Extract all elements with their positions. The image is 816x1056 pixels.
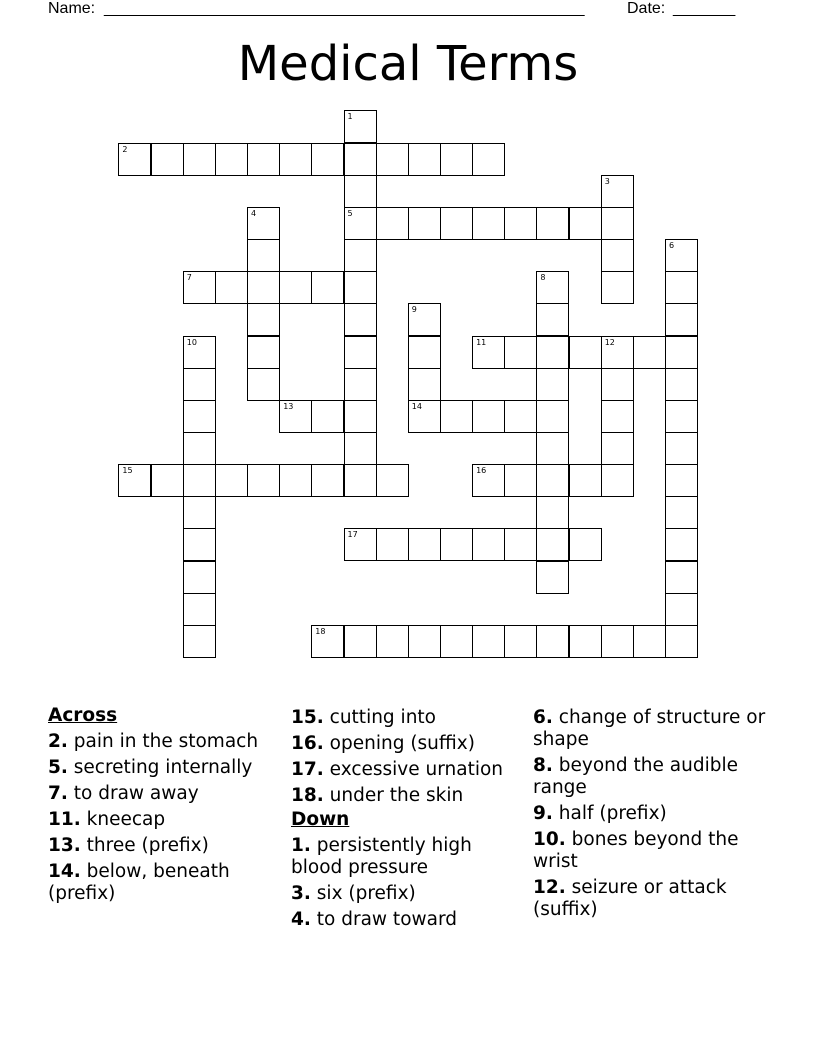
grid-cell[interactable] <box>344 143 377 176</box>
grid-cell[interactable] <box>247 336 280 369</box>
grid-cell[interactable] <box>536 271 569 304</box>
grid-cell[interactable] <box>311 464 344 497</box>
grid-cell[interactable] <box>311 143 344 176</box>
clue-number: 18. <box>291 785 324 806</box>
clue-text: persistently high blood pressure <box>291 835 472 878</box>
grid-cell[interactable] <box>665 336 698 369</box>
cell-number: 12 <box>604 337 615 347</box>
grid-cell[interactable] <box>183 271 216 304</box>
clue-number: 14. <box>48 861 81 882</box>
clue-number: 16. <box>291 733 324 754</box>
clue-number: 6. <box>533 707 553 728</box>
grid-cell[interactable] <box>665 593 698 626</box>
grid-cell[interactable] <box>344 303 377 336</box>
clue-item <box>291 909 527 931</box>
grid-cell[interactable] <box>408 207 441 240</box>
clue-text: six (prefix) <box>310 883 416 904</box>
grid-cell[interactable] <box>440 207 473 240</box>
name-blank-line[interactable]: ______________________________________________________ <box>104 0 585 17</box>
clue-number: 7. <box>48 783 68 804</box>
grid-cell[interactable] <box>665 303 698 336</box>
grid-cell[interactable] <box>376 143 409 176</box>
grid-cell[interactable] <box>665 464 698 497</box>
grid-cell[interactable] <box>279 400 312 433</box>
grid-cell[interactable] <box>344 400 377 433</box>
grid-cell[interactable] <box>536 561 569 594</box>
clue-number: 10. <box>533 829 566 850</box>
clue-text: below, beneath (prefix) <box>48 861 230 904</box>
grid-cell[interactable] <box>183 368 216 401</box>
clue-text: seizure or attack (suffix) <box>533 877 727 920</box>
grid-cell[interactable] <box>472 464 505 497</box>
grid-cell[interactable] <box>601 432 634 465</box>
grid-cell[interactable] <box>311 271 344 304</box>
clue-item <box>291 733 527 755</box>
cell-number: 9 <box>411 305 417 315</box>
grid-cell[interactable] <box>601 336 634 369</box>
clue-item <box>48 731 284 753</box>
clue-number: 9. <box>533 803 553 824</box>
clue-text: change of structure or shape <box>533 707 766 750</box>
grid-cell[interactable] <box>440 400 473 433</box>
grid-cell[interactable] <box>569 336 602 369</box>
clue-item <box>291 759 527 781</box>
grid-cell[interactable] <box>665 400 698 433</box>
clue-text: bones beyond the wrist <box>533 829 739 872</box>
grid-cell[interactable] <box>440 528 473 561</box>
clue-item <box>533 755 773 799</box>
clue-text: secreting internally <box>67 757 253 778</box>
clue-number: 11. <box>48 809 81 830</box>
cell-number: 15 <box>122 466 133 476</box>
grid-cell[interactable] <box>247 207 280 240</box>
page-title: Medical Terms <box>237 36 579 92</box>
grid-cell[interactable] <box>408 368 441 401</box>
cell-number: 2 <box>122 144 128 154</box>
grid-cell[interactable] <box>504 528 537 561</box>
grid-cell[interactable] <box>408 143 441 176</box>
grid-cell[interactable] <box>408 625 441 658</box>
grid-cell[interactable] <box>344 368 377 401</box>
clue-item <box>48 861 284 905</box>
grid-cell[interactable] <box>151 143 184 176</box>
clue-number: 8. <box>533 755 553 776</box>
clue-item <box>533 829 773 873</box>
clue-number: 15. <box>291 707 324 728</box>
grid-cell[interactable] <box>215 271 248 304</box>
grid-cell[interactable] <box>569 464 602 497</box>
grid-cell[interactable] <box>247 143 280 176</box>
grid-cell[interactable] <box>344 175 377 208</box>
clue-item <box>291 785 527 807</box>
clue-text: three (prefix) <box>80 835 209 856</box>
cell-number: 8 <box>540 273 546 283</box>
grid-cell[interactable] <box>472 207 505 240</box>
grid-cell[interactable] <box>601 239 634 272</box>
grid-cell[interactable] <box>408 400 441 433</box>
cell-number: 18 <box>315 626 326 636</box>
cell-number: 4 <box>251 208 257 218</box>
clue-text: beyond the audible range <box>533 755 738 798</box>
clue-number: 5. <box>48 757 68 778</box>
grid-cell[interactable] <box>376 528 409 561</box>
grid-cell[interactable] <box>279 143 312 176</box>
grid-cell[interactable] <box>408 303 441 336</box>
clue-number: 12. <box>533 877 566 898</box>
grid-cell[interactable] <box>344 207 377 240</box>
grid-cell[interactable] <box>344 239 377 272</box>
grid-cell[interactable] <box>183 336 216 369</box>
grid-cell[interactable] <box>633 336 666 369</box>
grid-cell[interactable] <box>601 271 634 304</box>
clue-column-1 <box>48 703 284 905</box>
grid-cell[interactable] <box>344 432 377 465</box>
grid-cell[interactable] <box>472 625 505 658</box>
clue-text: excessive urnation <box>323 759 504 780</box>
grid-cell[interactable] <box>601 207 634 240</box>
grid-cell[interactable] <box>536 625 569 658</box>
grid-cell[interactable] <box>279 271 312 304</box>
clue-text: opening (suffix) <box>323 733 475 754</box>
date-blank-line[interactable]: _______ <box>673 0 736 17</box>
clue-item <box>48 809 284 831</box>
clue-text: half (prefix) <box>552 803 667 824</box>
grid-cell[interactable] <box>633 625 666 658</box>
clue-item <box>48 757 284 779</box>
grid-cell[interactable] <box>183 432 216 465</box>
clue-item <box>48 783 284 805</box>
grid-cell[interactable] <box>504 625 537 658</box>
grid-cell[interactable] <box>536 528 569 561</box>
clue-text: pain in the stomach <box>67 731 259 752</box>
clue-text: to draw away <box>67 783 199 804</box>
grid-cell[interactable] <box>344 528 377 561</box>
cell-number: 17 <box>347 530 358 540</box>
grid-cell[interactable] <box>279 464 312 497</box>
grid-cell[interactable] <box>601 368 634 401</box>
clue-section-heading: Across <box>48 705 118 726</box>
cell-number: 11 <box>476 337 487 347</box>
grid-cell[interactable] <box>665 625 698 658</box>
grid-cell[interactable] <box>408 528 441 561</box>
grid-cell[interactable] <box>311 625 344 658</box>
grid-cell[interactable] <box>183 496 216 529</box>
grid-cell[interactable] <box>247 239 280 272</box>
cell-number: 10 <box>186 337 197 347</box>
clue-column-3 <box>533 703 773 921</box>
grid-cell[interactable] <box>215 464 248 497</box>
clue-number: 2. <box>48 731 68 752</box>
clue-item <box>533 707 773 751</box>
clue-item <box>533 877 773 921</box>
grid-cell[interactable] <box>344 625 377 658</box>
grid-cell[interactable] <box>504 207 537 240</box>
grid-cell[interactable] <box>504 400 537 433</box>
grid-cell[interactable] <box>601 175 634 208</box>
grid-cell[interactable] <box>118 143 151 176</box>
grid-cell[interactable] <box>665 368 698 401</box>
grid-cell[interactable] <box>376 625 409 658</box>
grid-cell[interactable] <box>344 271 377 304</box>
clue-item <box>291 707 527 729</box>
clue-number: 1. <box>291 835 311 856</box>
clue-number: 17. <box>291 759 324 780</box>
grid-cell[interactable] <box>183 625 216 658</box>
grid-cell[interactable] <box>344 336 377 369</box>
cell-number: 16 <box>476 466 487 476</box>
grid-cell[interactable] <box>183 143 216 176</box>
grid-cell[interactable] <box>536 464 569 497</box>
clue-text: to draw toward <box>310 909 458 930</box>
grid-cell[interactable] <box>472 528 505 561</box>
grid-cell[interactable] <box>665 432 698 465</box>
grid-cell[interactable] <box>536 336 569 369</box>
grid-cell[interactable] <box>311 400 344 433</box>
grid-cell[interactable] <box>376 207 409 240</box>
grid-cell[interactable] <box>536 432 569 465</box>
grid-cell[interactable] <box>569 625 602 658</box>
grid-cell[interactable] <box>183 528 216 561</box>
grid-cell[interactable] <box>536 303 569 336</box>
clue-item <box>291 835 527 879</box>
grid-cell[interactable] <box>665 271 698 304</box>
cell-number: 7 <box>186 273 192 283</box>
grid-cell[interactable] <box>601 625 634 658</box>
cell-number: 3 <box>604 176 610 186</box>
clue-section-heading: Down <box>291 809 350 830</box>
grid-cell[interactable] <box>601 464 634 497</box>
grid-cell[interactable] <box>536 207 569 240</box>
grid-cell[interactable] <box>215 143 248 176</box>
clue-item <box>291 883 527 905</box>
grid-cell[interactable] <box>569 528 602 561</box>
date-label: Date: <box>627 0 666 17</box>
grid-cell[interactable] <box>665 496 698 529</box>
grid-cell[interactable] <box>472 336 505 369</box>
grid-cell[interactable] <box>504 464 537 497</box>
clue-item <box>48 835 284 857</box>
grid-cell[interactable] <box>472 143 505 176</box>
clue-number: 13. <box>48 835 81 856</box>
cell-number: 1 <box>347 112 353 122</box>
clue-text: under the skin <box>323 785 464 806</box>
grid-cell[interactable] <box>247 464 280 497</box>
cell-number: 5 <box>347 208 353 218</box>
grid-cell[interactable] <box>440 143 473 176</box>
clue-item <box>533 803 773 825</box>
cell-number: 13 <box>283 401 294 411</box>
grid-cell[interactable] <box>247 271 280 304</box>
grid-cell[interactable] <box>665 528 698 561</box>
grid-cell[interactable] <box>408 336 441 369</box>
cell-number: 14 <box>411 401 422 411</box>
grid-cell[interactable] <box>536 400 569 433</box>
clue-text: cutting into <box>323 707 436 728</box>
grid-cell[interactable] <box>376 464 409 497</box>
grid-cell[interactable] <box>183 561 216 594</box>
grid-cell[interactable] <box>118 464 151 497</box>
grid-cell[interactable] <box>536 496 569 529</box>
grid-cell[interactable] <box>247 368 280 401</box>
grid-cell[interactable] <box>247 303 280 336</box>
grid-cell[interactable] <box>472 400 505 433</box>
grid-cell[interactable] <box>504 336 537 369</box>
grid-cell[interactable] <box>569 207 602 240</box>
clue-column-2 <box>291 703 527 931</box>
clue-number: 4. <box>291 909 311 930</box>
cell-number: 6 <box>669 241 675 250</box>
clue-number: 3. <box>291 883 311 904</box>
grid-cell[interactable] <box>665 239 698 272</box>
name-label: Name: <box>48 0 96 17</box>
grid-cell[interactable] <box>183 464 216 497</box>
grid-cell[interactable] <box>665 561 698 594</box>
grid-cell[interactable] <box>601 400 634 433</box>
grid-cell[interactable] <box>536 368 569 401</box>
grid-cell[interactable] <box>151 464 184 497</box>
grid-cell[interactable] <box>183 400 216 433</box>
grid-cell[interactable] <box>440 625 473 658</box>
clue-text: kneecap <box>80 809 166 830</box>
grid-cell[interactable] <box>344 464 377 497</box>
grid-cell[interactable] <box>344 110 377 143</box>
grid-cell[interactable] <box>183 593 216 626</box>
